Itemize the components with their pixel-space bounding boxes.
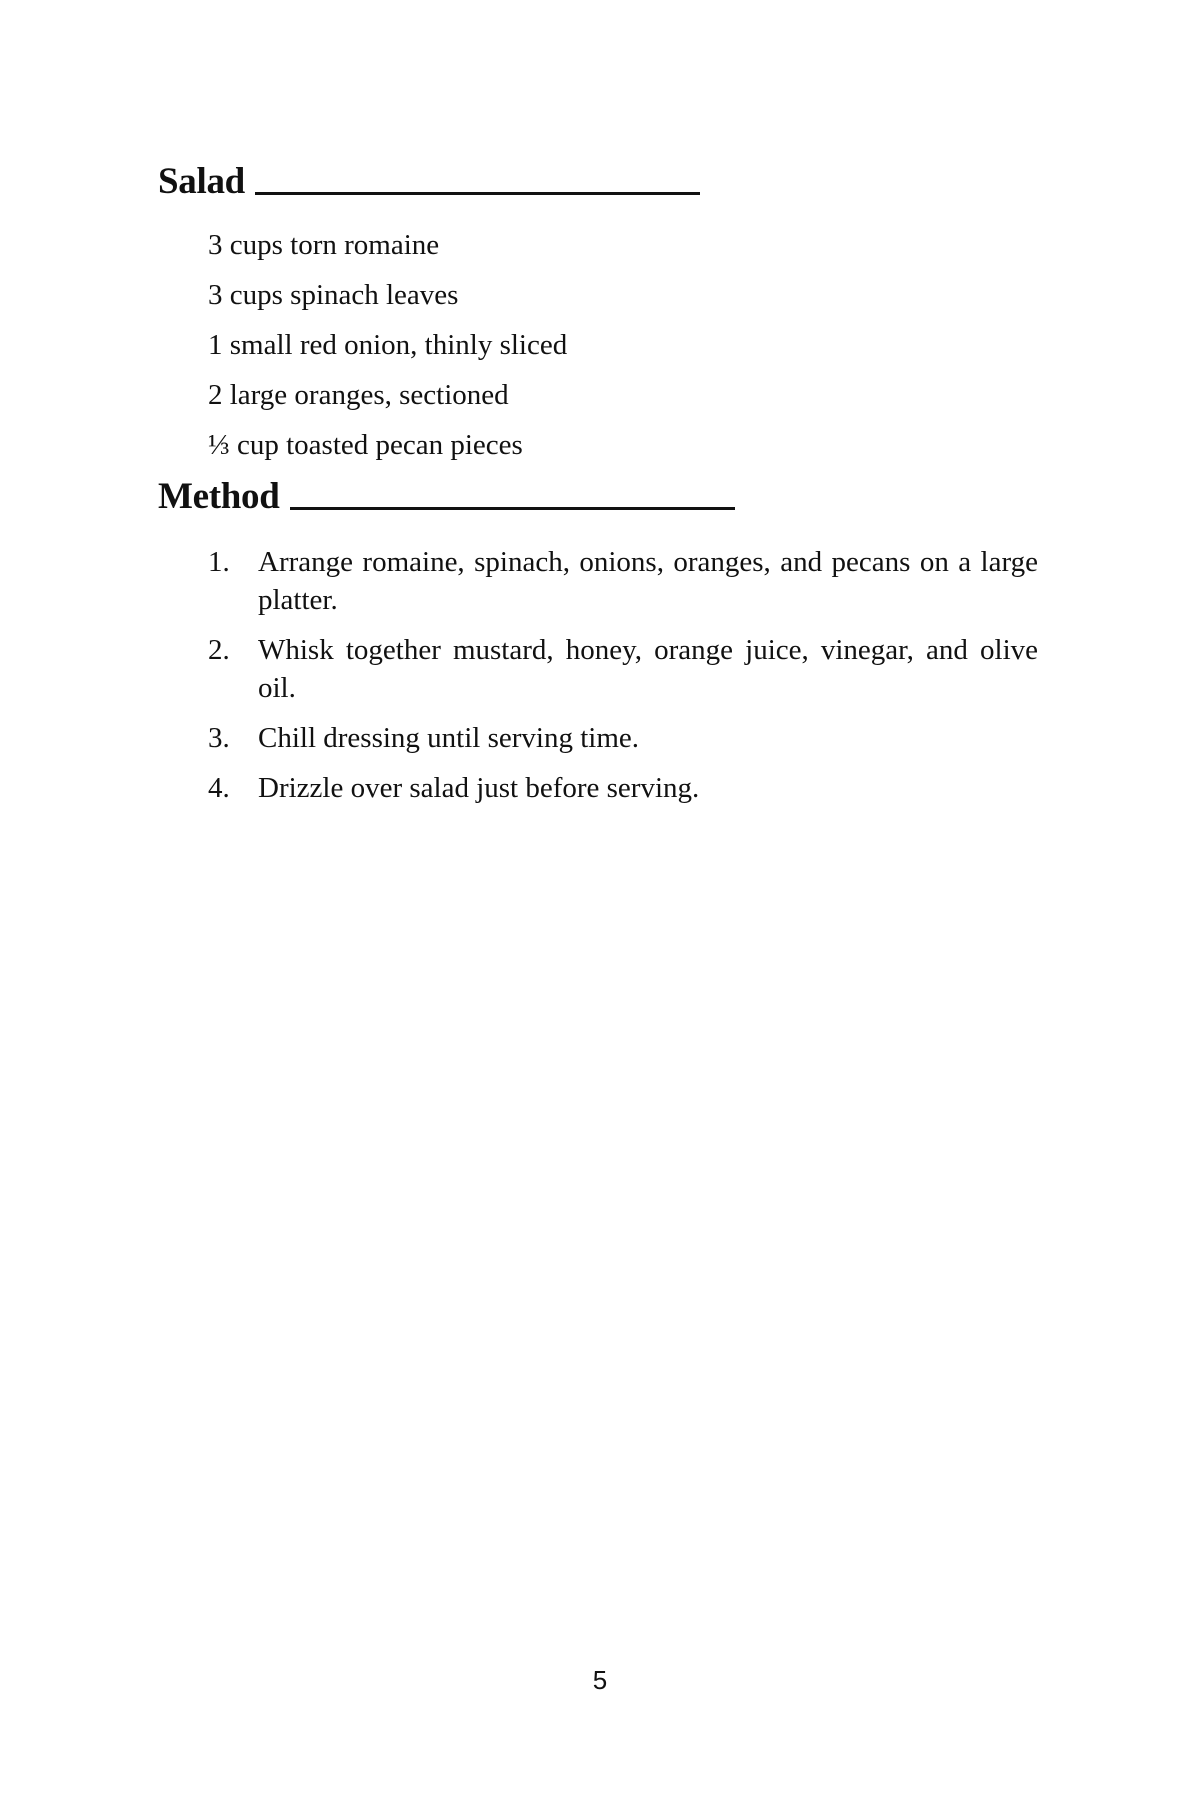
- method-heading: [158, 475, 1038, 519]
- ingredient-item: 3 cups spinach leaves: [208, 279, 459, 311]
- ingredient-item: 3 cups torn romaine: [208, 229, 440, 261]
- page-number: 5: [592, 1665, 608, 1695]
- step-text: Drizzle over salad just before serving.: [258, 772, 700, 804]
- salad-title: Salad: [158, 161, 245, 202]
- ingredient-list: [158, 228, 1038, 462]
- step-text: Arrange romaine, spinach, onions, oranges, and pecans on a large platter.: [258, 546, 1038, 616]
- step-text: Chill dressing until serving time.: [258, 722, 640, 754]
- method-step: [208, 769, 1038, 807]
- step-number: 1.: [208, 546, 230, 578]
- method-title: Method: [158, 476, 280, 517]
- method-heading-rule: [290, 507, 735, 510]
- method-step: [208, 543, 1038, 619]
- method-section: [158, 475, 1038, 807]
- salad-section: [158, 160, 1038, 462]
- step-number: 2.: [208, 634, 230, 666]
- method-step: [208, 631, 1038, 707]
- salad-heading-rule: [255, 192, 700, 195]
- method-steps-list: [158, 543, 1038, 807]
- method-step: [208, 719, 1038, 757]
- ingredient-item: 2 large oranges, sectioned: [208, 379, 509, 411]
- ingredient-item: ⅓ cup toasted pecan pieces: [208, 429, 523, 461]
- ingredient-item: 1 small red onion, thinly sliced: [208, 329, 568, 361]
- step-text: Whisk together mustard, honey, orange juice, vinegar, and olive oil.: [258, 634, 1038, 704]
- step-number: 3.: [208, 722, 230, 754]
- step-number: 4.: [208, 772, 230, 804]
- salad-heading: [158, 160, 1038, 204]
